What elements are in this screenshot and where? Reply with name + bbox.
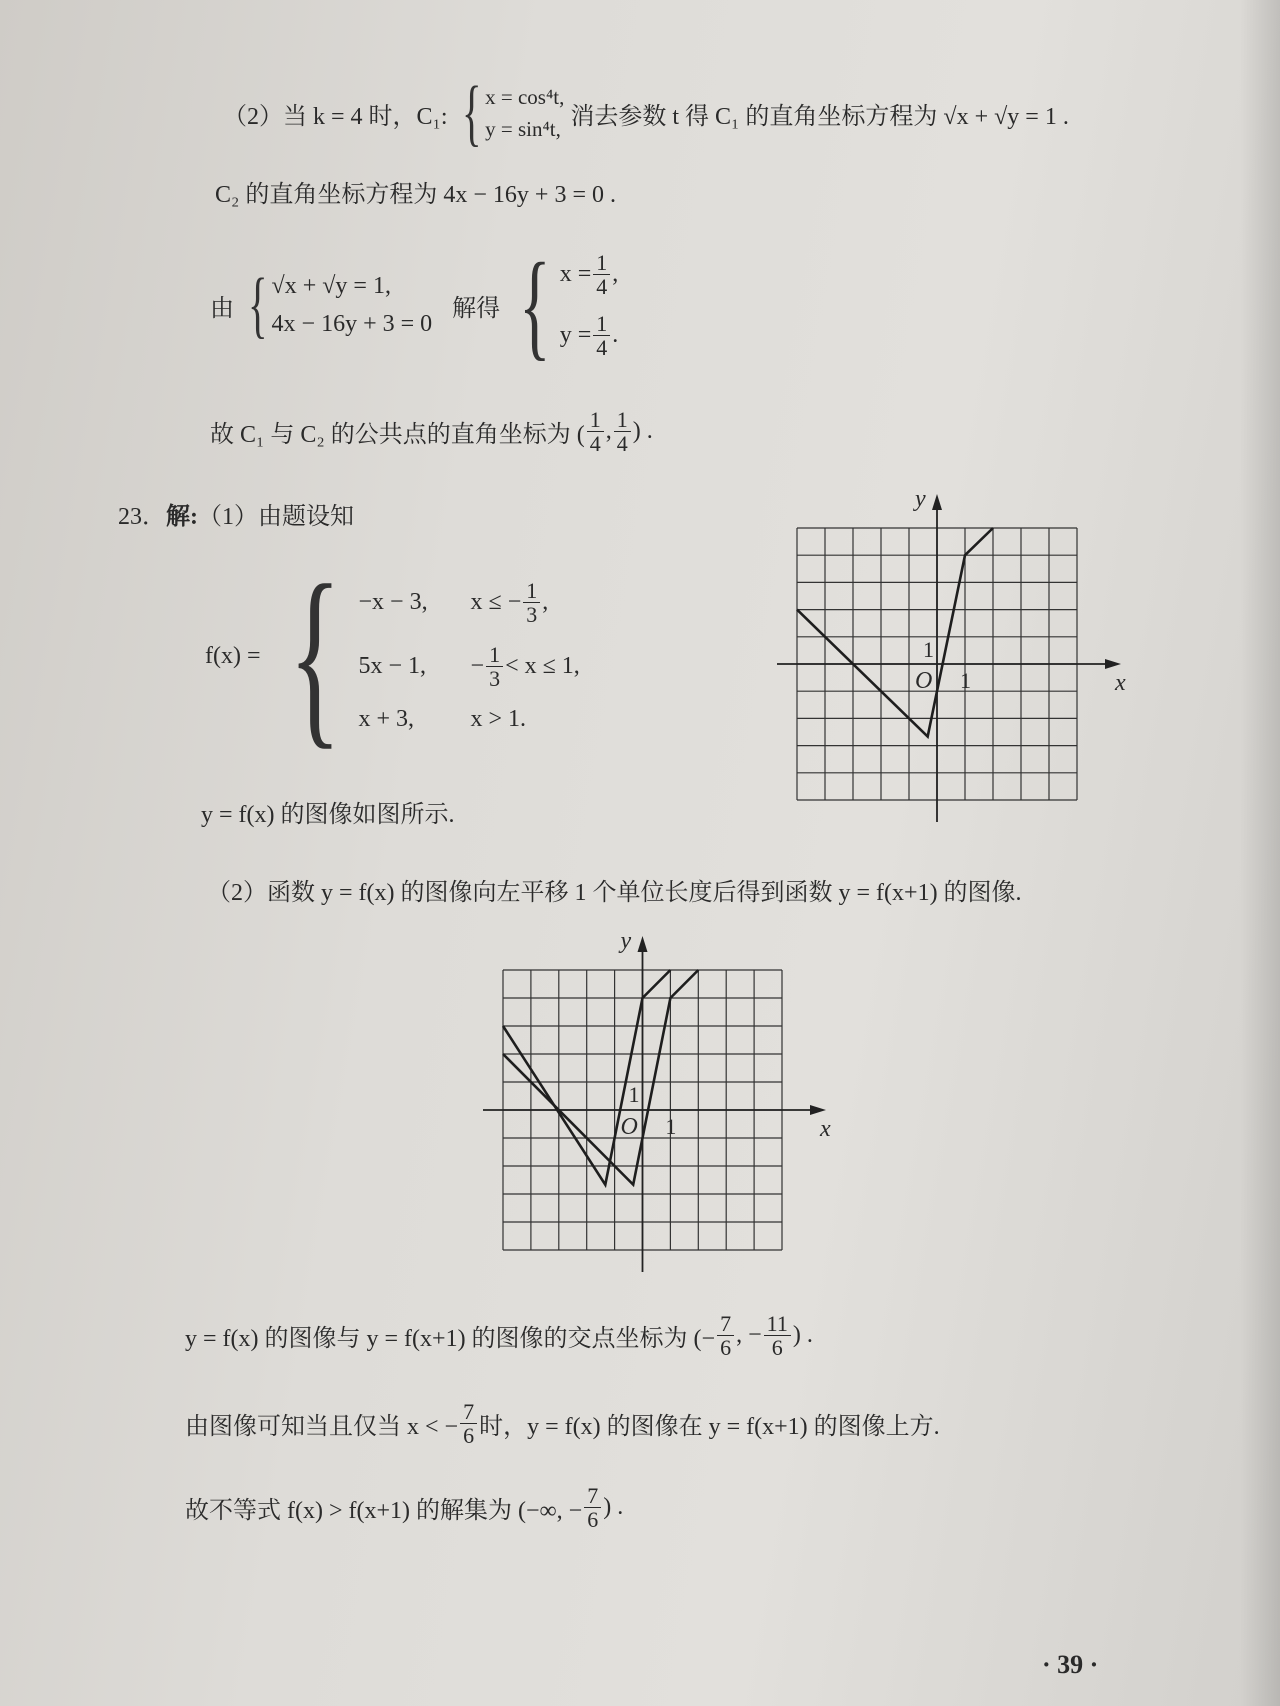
case-1: −x − 3, x ≤ − $\frac{1}{3}$ , [358, 578, 549, 628]
figure-2-graph [470, 920, 850, 1280]
y-axis-arrow-icon [932, 494, 942, 510]
solve-label: 解得 [452, 295, 501, 322]
part2-prefix: （2）当 k = 4 时，C₁: [223, 103, 448, 130]
conclusion-line: 故 C₁ 与 C₂ 的公共点的直角坐标为 ( $\frac{1}{4}$ , $\frac{1}{4}$ ) . [210, 407, 653, 457]
x-axis-arrow-icon [810, 1105, 826, 1115]
figure-1-graph [760, 480, 1140, 830]
x-tick-label: 1 [665, 1114, 677, 1139]
answer-line: 故不等式 f(x) > f(x+1) 的解集为 (−∞, − $\frac{7}{6}$ ) . [185, 1483, 624, 1533]
fraction: $\frac{7}{6}$ [717, 1312, 734, 1359]
fraction: $\frac{7}{6}$ [460, 1400, 477, 1447]
fraction: $\frac{1}{4}$ [587, 408, 604, 455]
y-tick-label: 1 [628, 1082, 640, 1107]
brace-icon: { [461, 72, 482, 154]
origin-label: O [620, 1114, 638, 1140]
y-axis-label: y [620, 928, 632, 954]
parametric-system [454, 72, 565, 154]
c2-equation: C₂ 的直角坐标方程为 4x − 16y + 3 = 0 . [215, 182, 616, 208]
solution-system [506, 238, 619, 371]
y-axis-label: y [915, 486, 926, 512]
intersection-line: y = f(x) 的图像与 y = f(x+1) 的图像的交点坐标为 (− $\frac{7}{6}$ , − $\frac{11}{6}$ ) . [185, 1311, 813, 1361]
page-edge-shadow [1240, 0, 1280, 1706]
equation-1: √x + √y = 1, [271, 273, 391, 299]
piecewise-function [205, 545, 586, 766]
graph-note: y = f(x) 的图像如图所示. [201, 802, 455, 828]
origin-label: O [915, 668, 933, 694]
solution-x: x = $\frac{1}{4}$ , [559, 249, 619, 299]
system-line [210, 240, 624, 370]
question-23-heading [118, 496, 354, 531]
solution-label: 解: [166, 504, 198, 530]
param-y: y = sin⁴t, [485, 117, 561, 141]
function-graph-line-1 [503, 970, 698, 1185]
x-axis-arrow-icon [1105, 659, 1121, 669]
line2 [215, 174, 616, 209]
function-graph-line-1 [797, 528, 993, 737]
equation-system [240, 264, 433, 346]
y-tick-label: 1 [923, 636, 934, 662]
x-axis-label: x [820, 1116, 831, 1142]
param-x: x = cos⁴t, [485, 85, 565, 109]
page-number: · 39 · [1042, 1650, 1099, 1679]
question-text: （1）由题设知 [198, 504, 354, 530]
fraction: $\frac{11}{6}$ [764, 1312, 791, 1359]
brace-icon: { [519, 238, 551, 371]
case-2: 5x − 1, − $\frac{1}{3}$ < x ≤ 1, [358, 641, 580, 691]
solution-y: y = $\frac{1}{4}$ . [559, 311, 619, 361]
case-3: x + 3, x > 1. [358, 705, 527, 732]
x-tick-label: 1 [960, 668, 971, 693]
question-number: 23． [118, 504, 166, 530]
part2-suffix: 消去参数 t 得 C₁ 的直角坐标方程为 √x + √y = 1 . [570, 103, 1069, 130]
fraction: $\frac{7}{6}$ [584, 1484, 601, 1531]
x-axis-label: x [1115, 670, 1126, 696]
fraction: $\frac{1}{4}$ [614, 408, 631, 455]
condition-line: 由图像可知当且仅当 x < − $\frac{7}{6}$ 时，y = f(x) 的图像在 y = f(x+1) 的图像上方. [185, 1399, 940, 1449]
function-lhs: f(x) = [205, 642, 261, 669]
brace-icon: { [247, 264, 268, 346]
equation-2: 4x − 16y + 3 = 0 [271, 311, 433, 337]
part2-line: （2）函数 y = f(x) 的图像向左平移 1 个单位长度后得到函数 y = f(x+1) 的图像. [207, 880, 1022, 906]
y-axis-arrow-icon [638, 936, 648, 952]
brace-icon: { [288, 545, 341, 766]
system-prefix: 由 [210, 295, 234, 322]
part2-line1 [223, 72, 1069, 154]
